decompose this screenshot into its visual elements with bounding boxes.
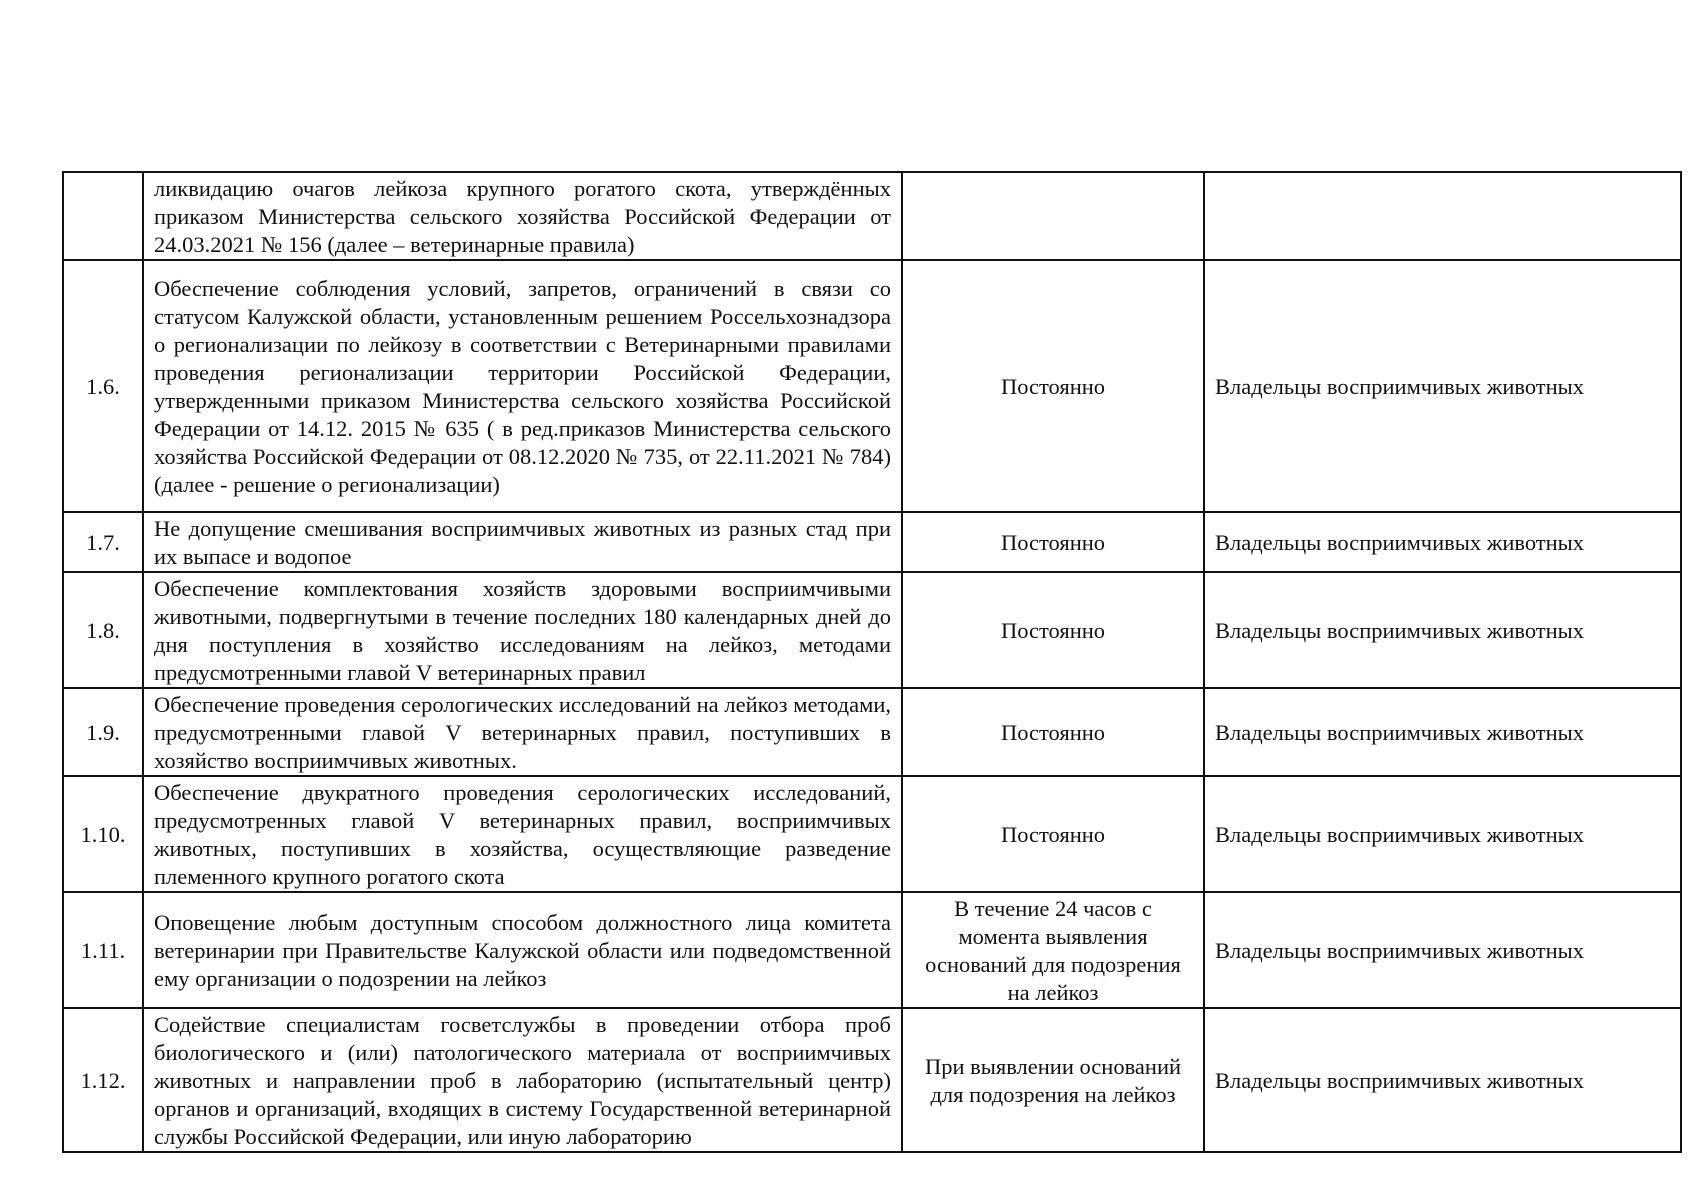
table-row — [63, 172, 1681, 260]
term-text: При выявлении оснований для подозрения на лейкоз — [924, 1054, 1182, 1107]
responsible-cell — [1204, 512, 1681, 572]
table-row — [63, 776, 1681, 892]
responsible-text: Владельцы восприимчивых животных — [1215, 374, 1585, 399]
term-text: Постоянно — [1000, 720, 1106, 745]
row-number-cell — [63, 776, 143, 892]
responsible-cell — [1204, 688, 1681, 776]
term-cell — [902, 1008, 1204, 1152]
row-number-cell — [63, 1008, 143, 1152]
responsible-cell — [1204, 572, 1681, 688]
row-number: 1.10. — [80, 822, 126, 847]
term-cell — [902, 688, 1204, 776]
row-number-cell — [63, 172, 143, 260]
measure-text: Обеспечение двукратного проведения серологических исследований, предусмотренных главой V ветеринарных правил, восприимчивых животных, поступивших в хозяйства, осуществляющие разведение племенного крупного рогатого скота — [154, 780, 891, 889]
responsible-cell — [1204, 260, 1681, 512]
table-row — [63, 572, 1681, 688]
row-number: 1.6. — [86, 374, 120, 399]
row-number: 1.11. — [80, 938, 126, 963]
responsible-cell — [1204, 892, 1681, 1008]
row-number-cell — [63, 572, 143, 688]
table-row — [63, 260, 1681, 512]
term-text: Постоянно — [1000, 530, 1106, 555]
measure-cell — [143, 512, 902, 572]
measures-table — [62, 171, 1682, 1153]
row-number: 1.9. — [86, 720, 120, 745]
measure-text: Содействие специалистам госветслужбы в проведении отбора проб биологического и (или) патологического материала от восприимчивых животных и направлении проб в лабораторию (испытательный центр) органов и организаций, входящих в систему Государственной ветеринарной службы Российской Федерации, или иную лабораторию — [154, 1012, 891, 1149]
responsible-text: Владельцы восприимчивых животных — [1215, 530, 1585, 555]
measure-cell — [143, 1008, 902, 1152]
measure-text: Обеспечение комплектования хозяйств здоровыми восприимчивыми животными, подвергнутыми в течение последних 180 календарных дней до дня поступления в хозяйство исследованиям на лейкоз, методами предусмотренными главой V ветеринарных правил — [154, 576, 891, 685]
term-cell — [902, 892, 1204, 1008]
measure-cell — [143, 892, 902, 1008]
term-cell — [902, 512, 1204, 572]
responsible-text: Владельцы восприимчивых животных — [1215, 1068, 1585, 1093]
table-row — [63, 512, 1681, 572]
table-row — [63, 688, 1681, 776]
measure-cell — [143, 260, 902, 512]
measure-text: Не допущение смешивания восприимчивых животных из разных стад при их выпасе и водопое — [154, 516, 891, 569]
term-cell — [902, 572, 1204, 688]
measure-text: Оповещение любым доступным способом должностного лица комитета ветеринарии при Правительстве Калужской области или подведомственной ему организации о подозрении на лейкоз — [154, 910, 891, 991]
responsible-cell — [1204, 1008, 1681, 1152]
term-cell — [902, 172, 1204, 260]
responsible-cell — [1204, 776, 1681, 892]
measure-text: Обеспечение проведения серологических исследований на лейкоз методами, предусмотренными главой V ветеринарных правил, поступивших в хозяйство восприимчивых животных. — [154, 692, 891, 773]
table-row — [63, 892, 1681, 1008]
row-number: 1.8. — [86, 618, 120, 643]
measure-cell — [143, 172, 902, 260]
measure-text: Обеспечение соблюдения условий, запретов, ограничений в связи со статусом Калужской области, установленным решением Россельхознадзора о регионализации по лейкозу в соответствии с Ветеринарными правилами проведения регионализации территории Российской Федерации, утвержденными приказом Министерства сельского хозяйства Российской Федерации от 14.12. 2015 № 635 ( в ред.приказов Министерства сельского хозяйства Российской Федерации от 08.12.2020 № 735, от 22.11.2021 № 784) (далее - решение о регионализации) — [154, 276, 891, 497]
measure-cell — [143, 776, 902, 892]
term-text: Постоянно — [1000, 822, 1106, 847]
row-number-cell — [63, 260, 143, 512]
row-number: 1.12. — [80, 1068, 126, 1093]
responsible-text: Владельцы восприимчивых животных — [1215, 618, 1585, 643]
responsible-cell — [1204, 172, 1681, 260]
responsible-text: Владельцы восприимчивых животных — [1215, 938, 1585, 963]
measure-text: ликвидацию очагов лейкоза крупного рогатого скота, утверждённых приказом Министерства сельского хозяйства Российской Федерации от 24.03.2021 № 156 (далее – ветеринарные правила) — [154, 176, 891, 257]
row-number-cell — [63, 892, 143, 1008]
row-number-cell — [63, 688, 143, 776]
term-cell — [902, 260, 1204, 512]
responsible-text: Владельцы восприимчивых животных — [1215, 720, 1585, 745]
term-text: Постоянно — [1000, 374, 1106, 399]
row-number: 1.7. — [86, 530, 120, 555]
table-row — [63, 1008, 1681, 1152]
responsible-text: Владельцы восприимчивых животных — [1215, 822, 1585, 847]
measure-cell — [143, 572, 902, 688]
term-text: В течение 24 часов с момента выявления оснований для подозрения на лейкоз — [925, 896, 1181, 1005]
term-text: Постоянно — [1000, 618, 1106, 643]
row-number-cell — [63, 512, 143, 572]
term-cell — [902, 776, 1204, 892]
measure-cell — [143, 688, 902, 776]
